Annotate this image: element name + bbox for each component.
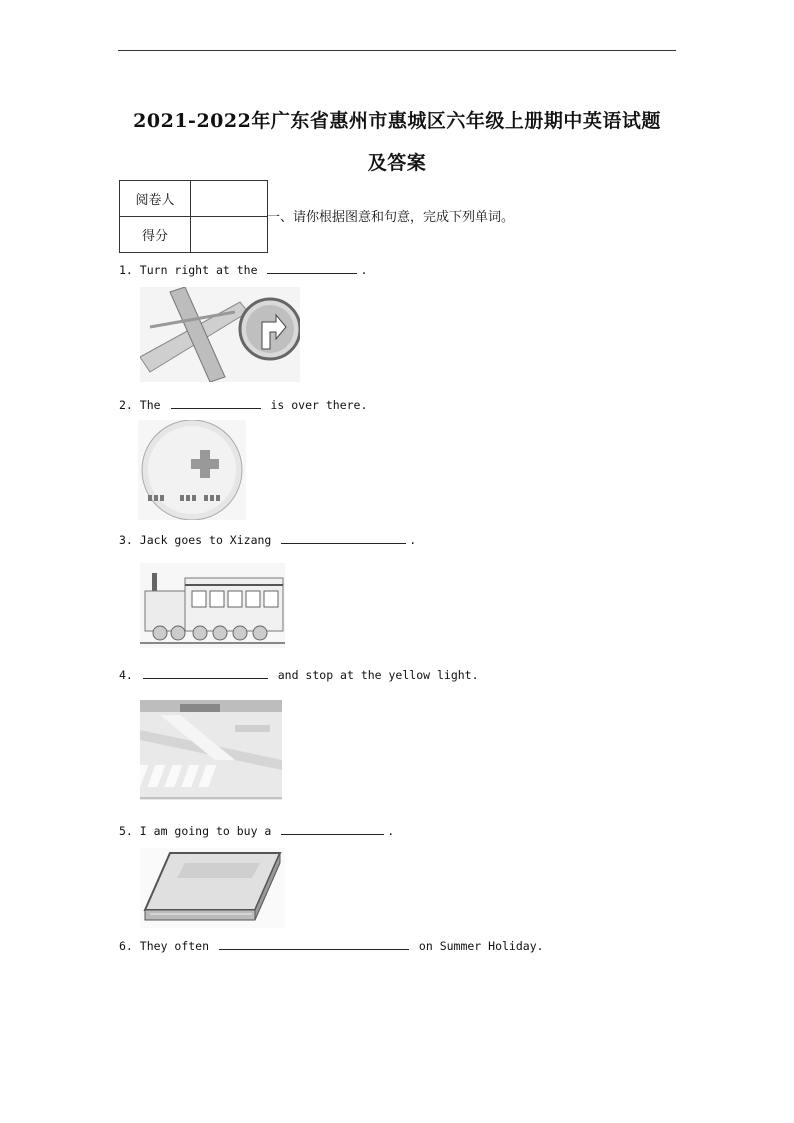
question-text-after: on Summer Holiday.	[418, 939, 544, 953]
hospital-picture	[138, 420, 246, 520]
question-number: 1.	[119, 263, 133, 277]
answer-blank-1[interactable]	[267, 262, 357, 274]
crosswalk-picture	[140, 700, 282, 800]
answer-blank-6[interactable]	[219, 938, 409, 950]
question-text-after: is over there.	[270, 398, 368, 412]
reviewer-label: 阅卷人	[120, 181, 191, 217]
question-text-after: and stop at the yellow light.	[277, 668, 479, 682]
question-number: 5.	[119, 824, 133, 838]
question-3	[119, 532, 416, 547]
question-number: 4.	[119, 668, 133, 682]
score-table	[119, 180, 268, 253]
question-text-before: They often	[139, 939, 210, 953]
book-picture	[140, 848, 285, 928]
question-text-after: .	[409, 533, 417, 547]
reviewer-field[interactable]	[191, 181, 268, 217]
score-field[interactable]	[191, 217, 268, 253]
page-title: 2021-2022年广东省惠州市惠城区六年级上册期中英语试题	[133, 110, 661, 132]
question-text-before: I am going to buy a	[139, 824, 272, 838]
page-title-continued: 及答案	[367, 152, 427, 174]
question-text-before: Turn right at the	[139, 263, 258, 277]
question-text-before: The	[139, 398, 161, 412]
header-rule	[118, 50, 676, 51]
score-label: 得分	[120, 217, 191, 253]
question-number: 2.	[119, 398, 133, 412]
question-5	[119, 823, 394, 838]
question-1	[119, 262, 367, 277]
crossing-turn-right-picture	[140, 287, 300, 382]
question-6	[119, 938, 544, 953]
question-number: 3.	[119, 533, 133, 547]
train-picture	[140, 563, 285, 648]
question-text-after: .	[360, 263, 368, 277]
question-text-before: Jack goes to Xizang	[139, 533, 272, 547]
answer-blank-2[interactable]	[171, 397, 261, 409]
question-number: 6.	[119, 939, 133, 953]
section-heading: 一、请你根据图意和句意，完成下列单词。	[267, 210, 515, 225]
question-text-after: .	[387, 824, 395, 838]
answer-blank-5[interactable]	[281, 823, 384, 835]
answer-blank-3[interactable]	[281, 532, 406, 544]
question-2	[119, 397, 367, 412]
answer-blank-4[interactable]	[143, 667, 268, 679]
question-4	[119, 667, 479, 682]
